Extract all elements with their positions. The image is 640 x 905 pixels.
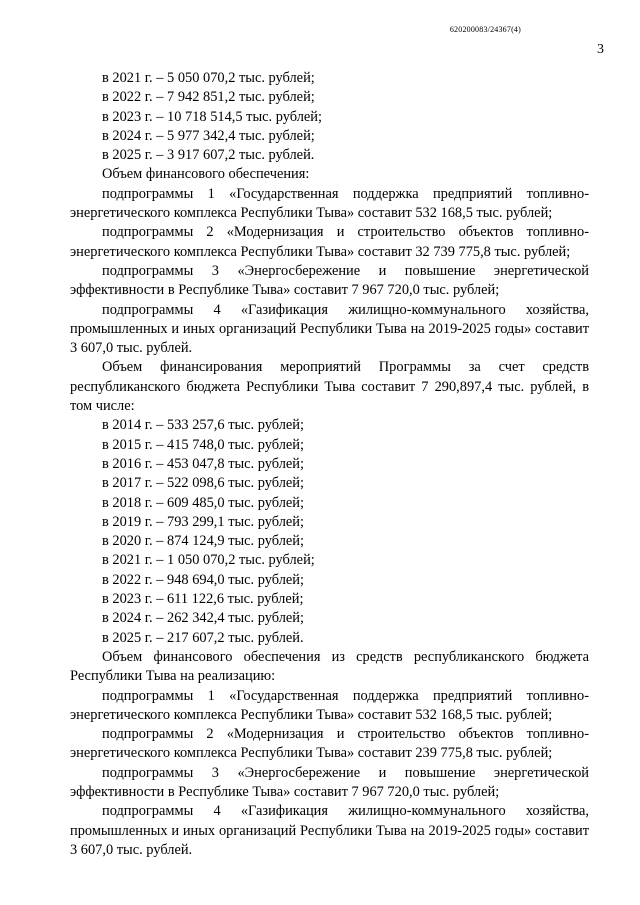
funding-year-line: в 2021 г. – 1 050 070,2 тыс. рублей; [102,552,315,569]
subprogram-paragraph: подпрограммы 3 «Энергосбережение и повышение энергетической эффективности в Республике Тыва» составит 7 967 720,0 тыс. рублей; [70,764,589,800]
subprogram-paragraph: подпрограммы 3 «Энергосбережение и повышение энергетической эффективности в Республике Тыва» составит 7 967 720,0 тыс. рублей; [70,262,589,299]
funding-year-line: в 2025 г. – 217 607,2 тыс. рублей. [102,629,304,646]
funding-year-line: в 2018 г. – 609 485,0 тыс. рублей; [102,494,304,511]
subprogram-paragraph: подпрограммы 2 «Модернизация и строительство объектов топливно-энергетического комплекса Республики Тыва» составит 239 775,8 тыс. рублей; [70,726,589,762]
funding-year-line: в 2017 г. – 522 098,6 тыс. рублей; [102,475,304,492]
funding-year-line: в 2020 г. – 874 124,9 тыс. рублей; [102,533,304,550]
budget-paragraph: Объем финансирования мероприятий Программы за счет средств республиканского бюджета Республики Тыва составит 7 290,897,4 тыс. рублей, в том числе: [70,359,589,415]
document-body [70,69,589,860]
funding-year-line: в 2022 г. – 7 942 851,2 тыс. рублей; [102,89,315,106]
subprogram-paragraph: подпрограммы 4 «Газификация жилищно-коммунального хозяйства, промышленных и иных организаций Республики Тыва на 2019-2025 годы» составит 3 607,0 тыс. рублей. [70,301,589,357]
funding-year-line: в 2025 г. – 3 917 607,2 тыс. рублей. [102,147,315,164]
subprogram-paragraph: подпрограммы 2 «Модернизация и строительство объектов топливно-энергетического комплекса Республики Тыва» составит 32 739 775,8 тыс. рублей; [70,224,589,260]
subprogram-paragraph: подпрограммы 4 «Газификация жилищно-коммунального хозяйства, промышленных и иных организаций Республики Тыва на 2019-2025 годы» составит 3 607,0 тыс. рублей. [70,803,589,858]
funding-year-line: в 2023 г. – 611 122,6 тыс. рублей; [102,591,304,608]
section-heading: Объем финансового обеспечения: [102,166,310,183]
funding-year-line: в 2024 г. – 262 342,4 тыс. рублей; [102,610,304,627]
subprogram-paragraph: подпрограммы 1 «Государственная поддержка предприятий топливно-энергетического комплекса Республики Тыва» составит 532 168,5 тыс. рублей; [70,185,589,222]
funding-year-line: в 2023 г. – 10 718 514,5 тыс. рублей; [102,108,322,125]
funding-year-line: в 2022 г. – 948 694,0 тыс. рублей; [102,571,304,588]
page-number: 3 [597,42,604,57]
subprogram-paragraph: подпрограммы 1 «Государственная поддержка предприятий топливно-энергетического комплекса Республики Тыва» составит 532 168,5 тыс. рублей; [70,687,589,723]
funding-year-line: в 2019 г. – 793 299,1 тыс. рублей; [102,513,304,530]
funding-year-line: в 2015 г. – 415 748,0 тыс. рублей; [102,436,304,453]
funding-year-line: в 2016 г. – 453 047,8 тыс. рублей; [102,455,304,472]
funding-year-line: в 2021 г. – 5 050 070,2 тыс. рублей; [102,70,315,86]
budget-paragraph: Объем финансового обеспечения из средств республиканского бюджета Республики Тыва на реализацию: [70,648,589,685]
document-code: 620200083/24367(4) [449,25,521,34]
funding-year-line: в 2024 г. – 5 977 342,4 тыс. рублей; [102,127,315,144]
funding-year-line: в 2014 г. – 533 257,6 тыс. рублей; [102,417,304,434]
